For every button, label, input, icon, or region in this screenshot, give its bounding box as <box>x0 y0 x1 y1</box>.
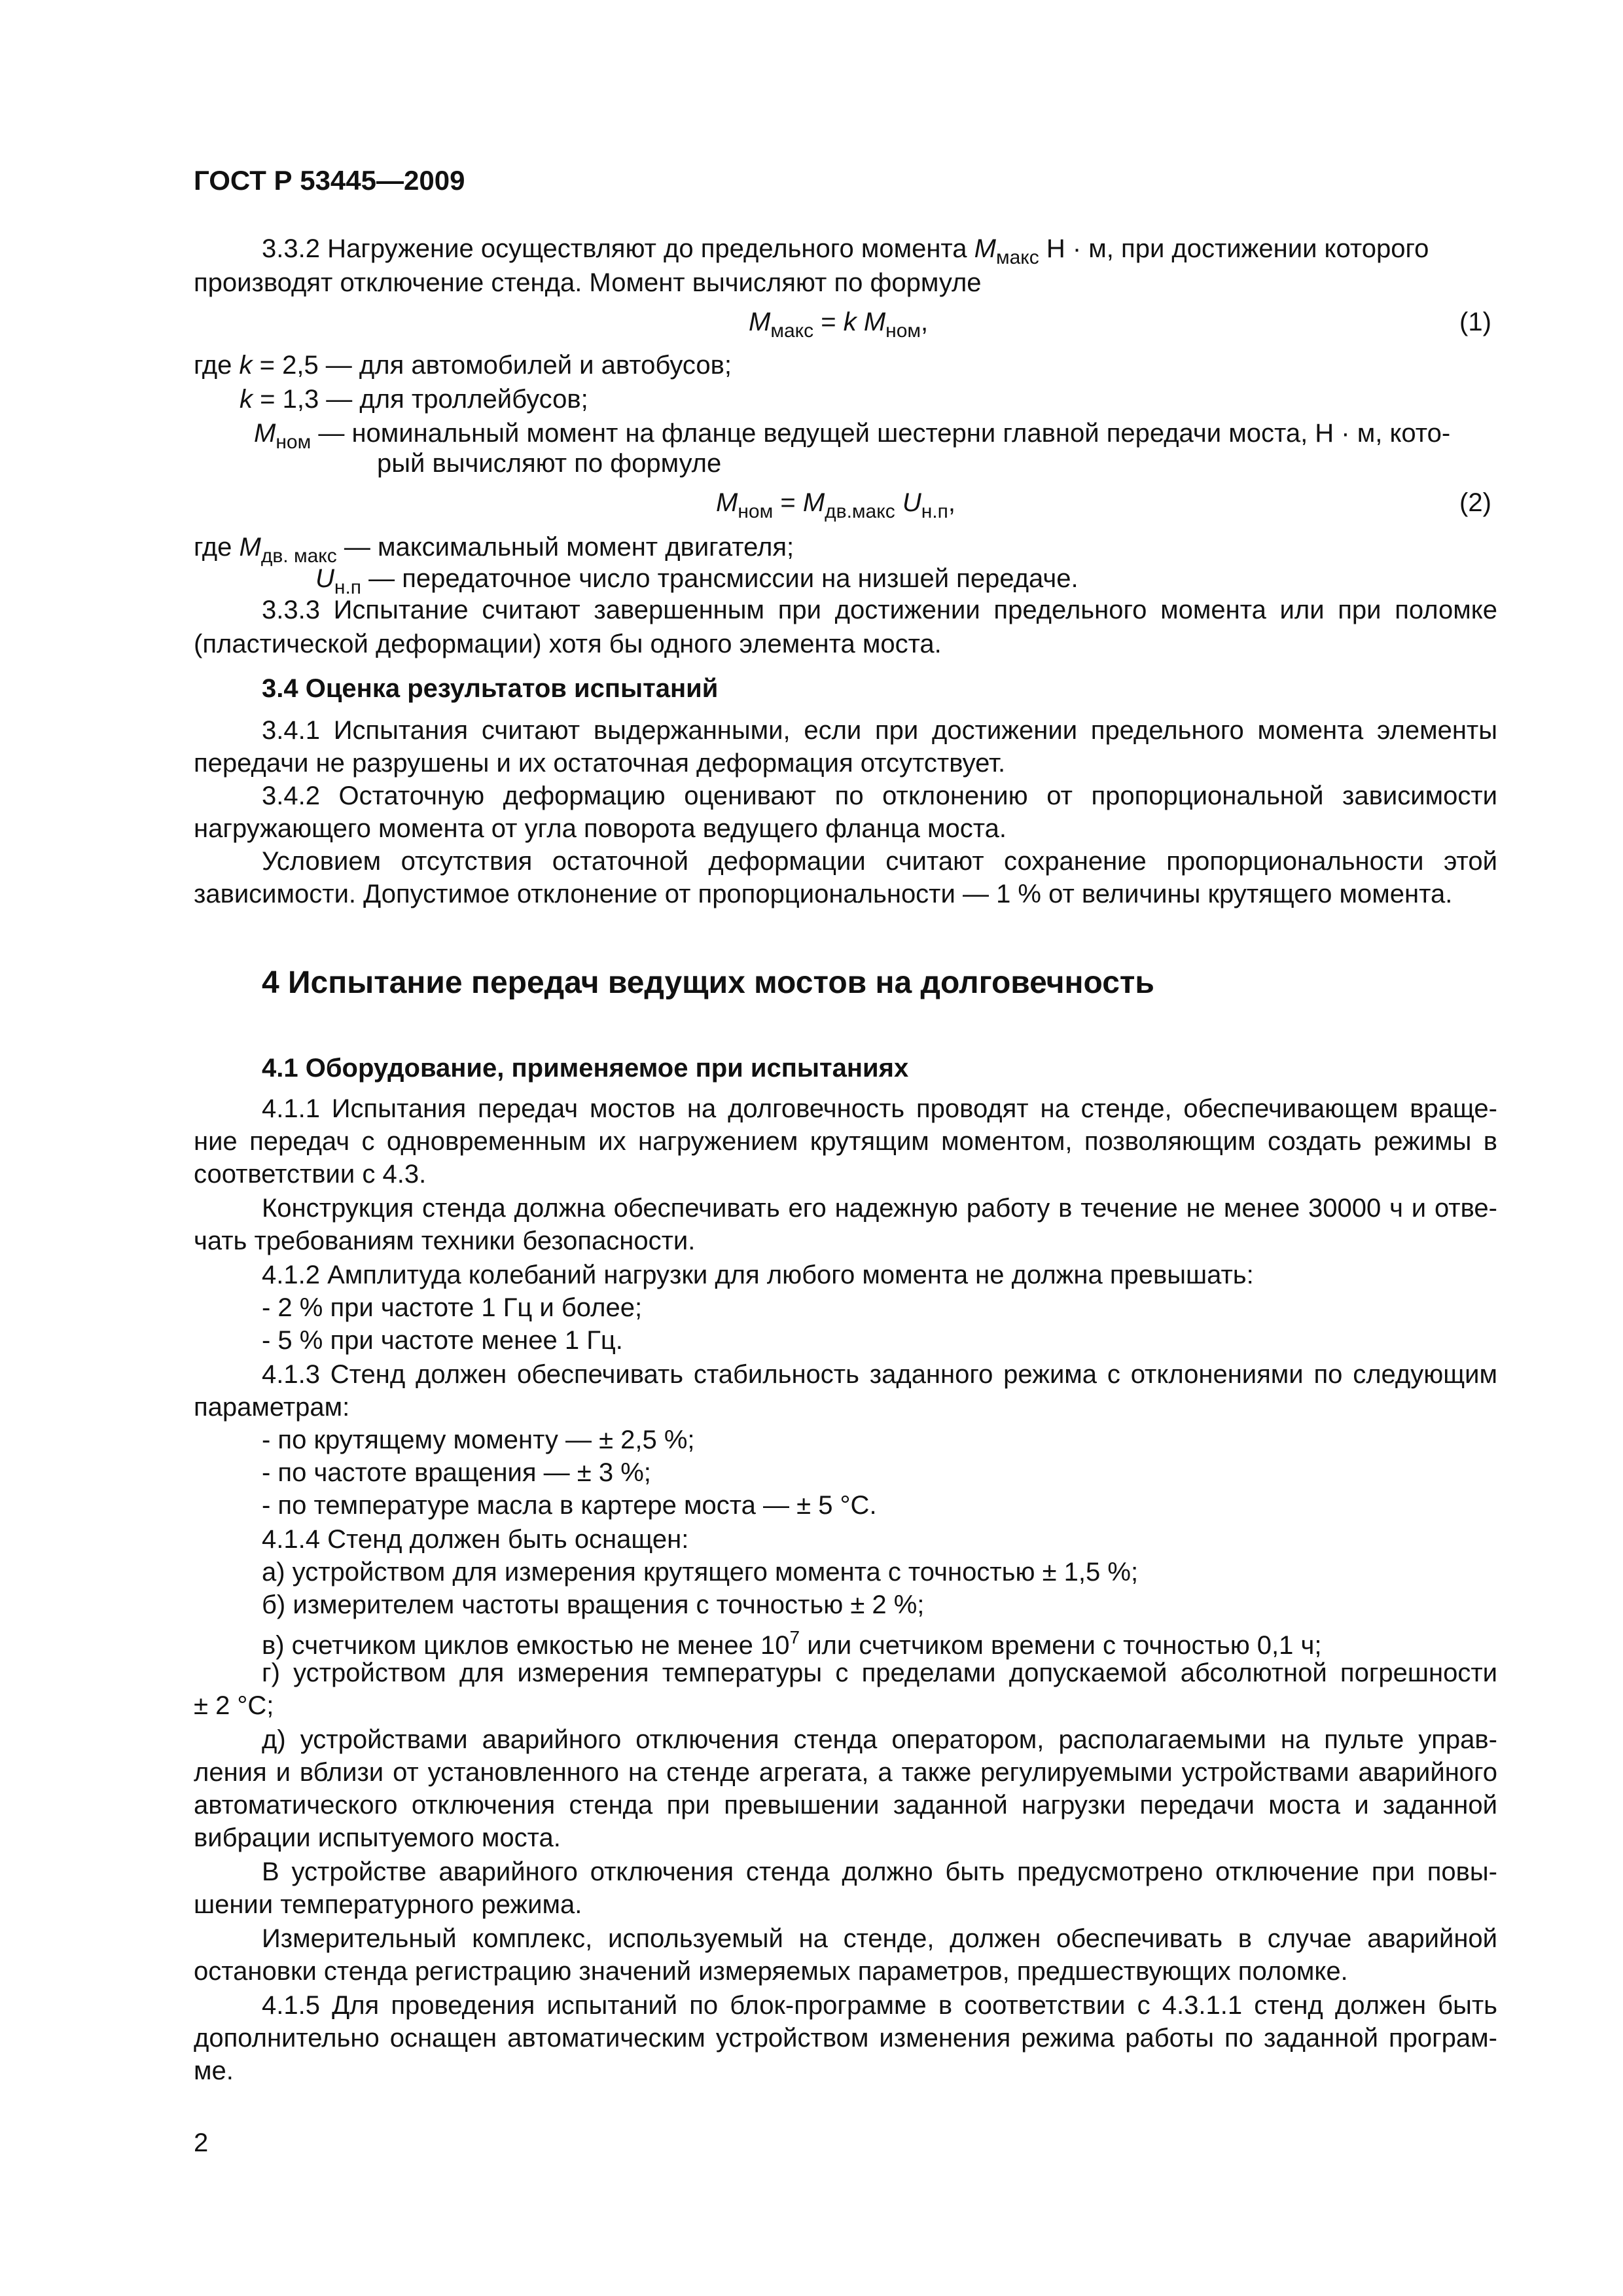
paragraph-4-1-4b-line-2: шении температурного режима. <box>194 1890 582 1919</box>
heading-4-1: 4.1 Оборудование, применяемое при испытаниях <box>262 1054 909 1083</box>
paragraph-4-1-1-line-2: ние передач с одновременным их нагружением крутящим моментом, позволяющим создать режимы в <box>194 1127 1497 1156</box>
paragraph-3-4-2-line-2: нагружающего момента от угла поворота ведущего фланца моста. <box>194 814 1007 843</box>
paragraph-3-4-2-line-1: 3.4.2 Остаточную деформацию оценивают по отклонению от пропорциональной зависимости <box>262 781 1497 810</box>
where-2-line-1: где $M_{дв. макс}$ — максимальный момент двигателя; <box>194 533 794 567</box>
list-item-4-1-4-v: в) счетчиком циклов емкостью не менее $10^7$ или счетчиком времени с точностью 0,1 ч; <box>262 1627 1322 1660</box>
list-item-4-1-3-3: - по температуре масла в картере моста — ± 5 °С. <box>262 1491 877 1520</box>
list-item-4-1-2-1: - 2 % при частоте 1 Гц и более; <box>262 1293 643 1322</box>
paragraph-4-1-5-line-1: 4.1.5 Для проведения испытаний по блок-программе в соответствии с 4.3.1.1 стенд должен быть <box>262 1991 1497 2020</box>
list-item-4-1-4-g-line-1: г) устройством для измерения температуры с пределами допускаемой абсолютной погрешности <box>262 1659 1497 1687</box>
list-item-4-1-3-2: - по частоте вращения — ± 3 %; <box>262 1458 651 1487</box>
formula-1: $M_{макс} = k$ $M_{ном}$, <box>749 308 929 342</box>
paragraph-3-4-1-line-2: передачи не разрушены и их остаточная деформация отсутствует. <box>194 749 1006 778</box>
list-item-4-1-4-g-line-2: ± 2 °С; <box>194 1691 274 1720</box>
paragraph-3-3-2-line-1: 3.3.2 Нагружение осуществляют до предельного момента $M_{макс}$ Н · м, при достижении которого <box>262 234 1429 268</box>
paragraph-4-1-4c-line-1: Измерительный комплекс, используемый на стенде, должен обеспечивать в случае аварийной <box>262 1924 1497 1953</box>
where-1-line-2: k = 1,3 — для троллейбусов; <box>240 385 588 414</box>
paragraph-3-3-3-line-2: (пластической деформации) хотя бы одного элемента моста. <box>194 630 942 658</box>
paragraph-4-1-2-line-1: 4.1.2 Амплитуда колебаний нагрузки для любого момента не должна превышать: <box>262 1261 1254 1289</box>
list-item-4-1-4-d-line-1: д) устройствами аварийного отключения стенда оператором, располагаемыми на пульте управ- <box>262 1725 1497 1754</box>
paragraph-4-1-3-line-1: 4.1.3 Стенд должен обеспечивать стабильность заданного режима с отклонениями по следующим <box>262 1360 1497 1389</box>
paragraph-4-1-4c-line-2: остановки стенда регистрацию значений измеряемых параметров, предшествующих поломке. <box>194 1957 1348 1986</box>
paragraph-4-1-5-line-2: дополнительно оснащен автоматическим устройством изменения режима работы по заданной програм- <box>194 2024 1497 2053</box>
where-1-line-4: рый вычисляют по формуле <box>377 449 722 478</box>
list-item-4-1-3-1: - по крутящему моменту — ± 2,5 %; <box>262 1426 695 1454</box>
list-item-4-1-4-b: б) измерителем частоты вращения с точностью ± 2 %; <box>262 1590 925 1619</box>
list-item-4-1-4-d-line-4: вибрации испытуемого моста. <box>194 1823 561 1852</box>
paragraph-3-3-3-line-1: 3.3.3 Испытание считают завершенным при достижении предельного момента или при поломке <box>262 596 1497 624</box>
paragraph-4-1-1-line-1: 4.1.1 Испытания передач мостов на долговечность проводят на стенде, обеспечивающем враще- <box>262 1094 1497 1123</box>
formula-2: $M_{ном} = M_{дв.макс}$ $U_{н.п}$, <box>716 488 955 522</box>
heading-3-4: 3.4 Оценка результатов испытаний <box>262 674 719 703</box>
page-number: 2 <box>194 2128 209 2157</box>
paragraph-4-1-4b-line-1: В устройстве аварийного отключения стенда должно быть предусмотрено отключение при повы- <box>262 1857 1497 1886</box>
paragraph-4-1-5-line-3: ме. <box>194 2056 234 2085</box>
paragraph-4-1-1b-line-2: чать требованиям техники безопасности. <box>194 1227 696 1255</box>
paragraph-3-4-2b-line-2: зависимости. Допустимое отклонение от пропорциональности — 1 % от величины крутящего момента. <box>194 880 1453 908</box>
formula-2-number: (2) <box>1459 488 1491 517</box>
list-item-4-1-4-d-line-2: ления и вблизи от установленного на стенде агрегата, а также регулируемыми устройствами аварийного <box>194 1758 1497 1787</box>
list-item-4-1-4-d-line-3: автоматического отключения стенда при превышении заданной нагрузки передачи моста и заданной <box>194 1791 1497 1820</box>
paragraph-3-4-2b-line-1: Условием отсутствия остаточной деформации считают сохранение пропорциональности этой <box>262 847 1497 876</box>
paragraph-4-1-1-line-3: соответствии с 4.3. <box>194 1160 427 1189</box>
paragraph-4-1-3-line-2: параметрам: <box>194 1393 350 1422</box>
heading-4: 4 Испытание передач ведущих мостов на долговечность <box>262 965 1154 1000</box>
where-1-line-1: где k = 2,5 — для автомобилей и автобусов; <box>194 351 732 380</box>
paragraph-3-3-2-line-2: производят отключение стенда. Момент вычисляют по формуле <box>194 268 982 297</box>
formula-1-number: (1) <box>1459 308 1491 336</box>
paragraph-3-4-1-line-1: 3.4.1 Испытания считают выдержанными, если при достижении предельного момента элементы <box>262 716 1497 745</box>
paragraph-4-1-1b-line-1: Конструкция стенда должна обеспечивать его надежную работу в течение не менее 30000 ч и отве- <box>262 1194 1497 1223</box>
list-item-4-1-4-a: а) устройством для измерения крутящего момента с точностью ± 1,5 %; <box>262 1558 1139 1587</box>
where-2-line-2: $U_{н.п}$ — передаточное число трансмиссии на низшей передаче. <box>315 564 1079 598</box>
paragraph-4-1-4-line-1: 4.1.4 Стенд должен быть оснащен: <box>262 1525 689 1554</box>
where-1-line-3: $M_{ном}$ — номинальный момент на фланце ведущей шестерни главной передачи моста, Н · м, кото- <box>254 419 1451 453</box>
document-header: ГОСТ Р 53445—2009 <box>194 165 465 196</box>
list-item-4-1-2-2: - 5 % при частоте менее 1 Гц. <box>262 1326 623 1355</box>
